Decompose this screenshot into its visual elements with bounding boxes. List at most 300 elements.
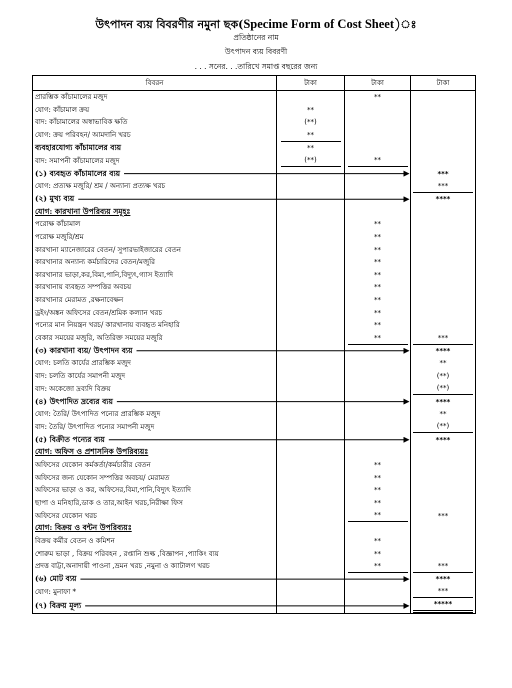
table-row bbox=[33, 522, 476, 535]
row-label-text: যোগ: ক্রয় পরিবহন/ আমদানি খরচ bbox=[35, 131, 131, 140]
amount-cell-3 bbox=[411, 560, 476, 573]
row-label-text: বাদ: কাঁচামালের অস্বাভাবিক ক্ষতি bbox=[35, 118, 128, 127]
amount-cell-1 bbox=[277, 231, 345, 244]
table-row bbox=[33, 269, 476, 282]
amount-cell-2 bbox=[345, 535, 411, 548]
row-label-text: যোগ: কারখানা উপরিব্যয় সমূহঃ bbox=[35, 206, 131, 216]
row-label bbox=[33, 370, 277, 383]
row-label bbox=[33, 154, 277, 167]
row-label-text: বাদ: চলতি কার্যের সমাপনী মজুদ bbox=[35, 371, 126, 380]
amount-cell-3 bbox=[411, 154, 476, 167]
amount-value: (**) bbox=[413, 421, 473, 433]
row-label bbox=[33, 522, 277, 535]
row-label-text: বেকার সময়ের মজুরি, অতিরিক্ত সময়ের মজুরি bbox=[35, 334, 163, 342]
row-label-text: বিক্রয় কর্মীর বেতন ও কমিশন bbox=[35, 536, 115, 545]
amount-cell-3 bbox=[411, 231, 476, 244]
amount-cell-2 bbox=[345, 332, 411, 345]
table-row bbox=[33, 116, 476, 129]
amount-cell-2 bbox=[345, 395, 411, 408]
table-row bbox=[33, 104, 476, 117]
amount-value: (**) bbox=[436, 371, 450, 380]
amount-cell-2 bbox=[345, 446, 411, 459]
row-label bbox=[33, 446, 277, 459]
amount-cell-3 bbox=[411, 535, 476, 548]
table-row bbox=[33, 91, 476, 104]
amount-cell-3 bbox=[411, 319, 476, 332]
row-label bbox=[33, 104, 277, 117]
row-label bbox=[33, 433, 277, 446]
table-row bbox=[33, 129, 476, 142]
amount-cell-2 bbox=[345, 522, 411, 535]
row-label-text: বাদ: অকেজো দ্রব্যদি বিক্রয় bbox=[35, 384, 111, 393]
row-label bbox=[33, 116, 277, 129]
amount-cell-2 bbox=[345, 560, 411, 573]
amount-value: ** bbox=[374, 549, 381, 558]
amount-value: ** bbox=[348, 155, 408, 167]
table-row bbox=[33, 193, 476, 206]
amount-cell-1 bbox=[277, 433, 345, 446]
row-label-text: কারখানার ভাড়া,কর,বিমা,পানি,বিদ্যুৎ,গ্যাস ইত্যাদি bbox=[35, 270, 174, 279]
table-row bbox=[33, 319, 476, 332]
row-label-text: ড্রইং/অঙ্কন অফিসের বেতন/শ্রমিক কল্যান খরচ bbox=[35, 308, 163, 317]
amount-cell-1 bbox=[277, 395, 345, 408]
amount-cell-1 bbox=[277, 471, 345, 484]
row-label bbox=[33, 306, 277, 319]
amount-cell-2 bbox=[345, 256, 411, 269]
amount-cell-3 bbox=[411, 294, 476, 307]
column-header-taka-2: টাকা bbox=[345, 76, 411, 91]
table-row bbox=[33, 180, 476, 193]
table-row bbox=[33, 370, 476, 383]
amount-cell-1 bbox=[277, 218, 345, 231]
amount-cell-1 bbox=[277, 573, 345, 586]
table-row bbox=[33, 484, 476, 497]
amount-cell-3 bbox=[411, 459, 476, 472]
table-row bbox=[33, 585, 476, 598]
amount-value: **** bbox=[435, 575, 451, 584]
amount-value: ** bbox=[348, 561, 408, 573]
amount-value: ** bbox=[374, 245, 381, 254]
row-label-text: কারখানার অন্যান্য কর্মচারিদের বেতন/মজুরি bbox=[35, 258, 155, 267]
amount-cell-2 bbox=[345, 573, 411, 586]
amount-cell-3 bbox=[411, 218, 476, 231]
amount-value: *** bbox=[413, 181, 473, 193]
amount-value: (**) bbox=[413, 383, 473, 395]
amount-cell-1 bbox=[277, 509, 345, 522]
title-bn: উৎপাদন ব্যয় বিবরণীর নমুনা ছক( bbox=[95, 18, 244, 31]
row-label bbox=[33, 243, 277, 256]
amount-cell-2 bbox=[345, 471, 411, 484]
amount-cell-2 bbox=[345, 433, 411, 446]
amount-cell-1 bbox=[277, 91, 345, 104]
row-label-text: যোগ: চলতি কার্যের প্রারম্ভিক মজুদ bbox=[35, 359, 131, 368]
amount-value: ** bbox=[374, 258, 381, 267]
row-label bbox=[33, 129, 277, 142]
row-label-text: কারখানার মেরামত ,রক্ষনাবেক্ষন bbox=[35, 296, 124, 305]
amount-cell-3 bbox=[411, 585, 476, 598]
row-label bbox=[33, 547, 277, 560]
amount-value: ** bbox=[374, 536, 381, 545]
table-row bbox=[33, 231, 476, 244]
amount-cell-3 bbox=[411, 484, 476, 497]
table-row bbox=[33, 471, 476, 484]
amount-cell-3 bbox=[411, 243, 476, 256]
amount-value: ** bbox=[374, 498, 381, 507]
amount-value: ** bbox=[374, 460, 381, 469]
amount-cell-1 bbox=[277, 243, 345, 256]
amount-value: **** bbox=[435, 435, 451, 444]
amount-cell-3 bbox=[411, 382, 476, 395]
amount-cell-3 bbox=[411, 180, 476, 193]
amount-cell-2 bbox=[345, 281, 411, 294]
amount-cell-2 bbox=[345, 142, 411, 155]
amount-value: *** bbox=[413, 586, 473, 598]
amount-cell-3 bbox=[411, 306, 476, 319]
amount-cell-1 bbox=[277, 535, 345, 548]
amount-cell-1 bbox=[277, 206, 345, 219]
row-label-text: (৪) উৎপাদিত দ্রব্যের ব্যয় bbox=[35, 396, 113, 406]
amount-cell-1 bbox=[277, 585, 345, 598]
row-label bbox=[33, 496, 277, 509]
row-label bbox=[33, 256, 277, 269]
amount-cell-1 bbox=[277, 370, 345, 383]
amount-cell-1 bbox=[277, 180, 345, 193]
amount-cell-1 bbox=[277, 167, 345, 180]
amount-value: *** bbox=[437, 169, 449, 178]
amount-cell-2 bbox=[345, 193, 411, 206]
row-label bbox=[33, 345, 277, 358]
table-header-row bbox=[33, 76, 476, 91]
table-row bbox=[33, 243, 476, 256]
amount-cell-2 bbox=[345, 509, 411, 522]
amount-cell-1 bbox=[277, 193, 345, 206]
row-label bbox=[33, 598, 277, 614]
amount-value: ** bbox=[307, 144, 314, 153]
amount-cell-1 bbox=[277, 522, 345, 535]
table-row bbox=[33, 395, 476, 408]
row-label bbox=[33, 193, 277, 206]
amount-cell-3 bbox=[411, 370, 476, 383]
row-label bbox=[33, 395, 277, 408]
table-row bbox=[33, 496, 476, 509]
amount-cell-1 bbox=[277, 142, 345, 155]
table-row bbox=[33, 535, 476, 548]
amount-cell-1 bbox=[277, 269, 345, 282]
amount-cell-2 bbox=[345, 547, 411, 560]
row-label-text: অফিসের যেকোন খরচ bbox=[35, 511, 97, 520]
table-row bbox=[33, 332, 476, 345]
row-label bbox=[33, 459, 277, 472]
row-label-text: বাদ: তৈরি/ উৎপাদিত পন্যের সমাপনী মজুদ bbox=[35, 422, 155, 431]
amount-cell-3 bbox=[411, 116, 476, 129]
amount-cell-3 bbox=[411, 446, 476, 459]
amount-cell-1 bbox=[277, 459, 345, 472]
row-label bbox=[33, 560, 277, 573]
row-label-text: (৬) মোট ব্যয় bbox=[35, 574, 77, 584]
column-header-particulars: বিবরন bbox=[33, 76, 277, 91]
table-row bbox=[33, 154, 476, 167]
row-label bbox=[33, 332, 277, 345]
amount-cell-3 bbox=[411, 142, 476, 155]
row-label-text: অফিসের জন্য যেকোন সম্পত্তির অবচয়/ মেরামত bbox=[35, 473, 170, 482]
amount-cell-3 bbox=[411, 281, 476, 294]
amount-cell-2 bbox=[345, 91, 411, 104]
table-row bbox=[33, 560, 476, 573]
amount-value: ** bbox=[374, 283, 381, 292]
row-label bbox=[33, 471, 277, 484]
row-label bbox=[33, 91, 277, 104]
amount-value: *** bbox=[437, 511, 449, 520]
table-row bbox=[33, 509, 476, 522]
amount-cell-1 bbox=[277, 560, 345, 573]
table-row bbox=[33, 573, 476, 586]
amount-cell-3 bbox=[411, 496, 476, 509]
amount-cell-3 bbox=[411, 129, 476, 142]
row-label-text: যোগ: কাঁচামাল ক্রয় bbox=[35, 105, 90, 114]
row-label-text: পরোক্ষ মজুরি/শ্রম bbox=[35, 233, 84, 242]
table-row bbox=[33, 345, 476, 358]
table-body bbox=[33, 91, 476, 614]
amount-cell-1 bbox=[277, 382, 345, 395]
row-label bbox=[33, 535, 277, 548]
amount-value: ** bbox=[307, 105, 314, 114]
amount-cell-3 bbox=[411, 345, 476, 358]
amount-cell-1 bbox=[277, 357, 345, 370]
row-label bbox=[33, 218, 277, 231]
amount-cell-2 bbox=[345, 408, 411, 421]
table-row bbox=[33, 408, 476, 421]
table-row bbox=[33, 433, 476, 446]
row-label-text: (৩) কারখানা ব্যয়/ উৎপাদন ব্যয় bbox=[35, 345, 133, 355]
row-label-text: কারখানায় ব্যবহৃত সম্পত্তির অবচয় bbox=[35, 283, 132, 292]
amount-value: **** bbox=[435, 346, 451, 355]
table-row bbox=[33, 306, 476, 319]
row-label-text: প্রদত্ত বাট্টা,অনাদায়ী পাওনা ,ভ্রমন খরচ ,নমুনা ও ক্যাটালগ খরচ bbox=[35, 562, 210, 571]
amount-cell-3 bbox=[411, 193, 476, 206]
row-label-text: (২) মুখ্য ব্যয় bbox=[35, 194, 75, 204]
row-label bbox=[33, 357, 277, 370]
amount-cell-3 bbox=[411, 332, 476, 345]
amount-cell-1 bbox=[277, 598, 345, 614]
amount-cell-3 bbox=[411, 395, 476, 408]
row-label bbox=[33, 319, 277, 332]
row-label bbox=[33, 281, 277, 294]
row-label bbox=[33, 167, 277, 180]
table-row bbox=[33, 294, 476, 307]
row-label-text: যোগ: তৈরি/ উৎপাদিত পন্যের প্রারম্ভিক মজুদ bbox=[35, 410, 161, 419]
period-line: . . . সনের. . .তারিখে সমাপ্ত বছরের জন্য bbox=[194, 62, 318, 71]
row-label-text: শোরুম ভাড়া , বিক্রয় পরিবহন , রপ্তানি শুল্ক ,বিজ্ঞাপন ,প্যাকিং ব্যয় bbox=[35, 549, 219, 558]
row-label bbox=[33, 573, 277, 586]
row-label-text: পন্যের মান নিয়ন্ত্রন খরচ/ কারখানায় ব্যবহৃত মনিহারি bbox=[35, 321, 180, 330]
row-label-text: কারখানা ম্যানেজারের বেতন/ সুপারভাইজারের বেতন bbox=[35, 245, 181, 254]
row-label-text: (৫) বিক্রীত পন্যের ব্যয় bbox=[35, 434, 105, 444]
table-row bbox=[33, 167, 476, 180]
amount-value: *** bbox=[413, 561, 473, 573]
row-label bbox=[33, 269, 277, 282]
amount-cell-3 bbox=[411, 167, 476, 180]
amount-cell-1 bbox=[277, 306, 345, 319]
amount-cell-2 bbox=[345, 294, 411, 307]
table-row bbox=[33, 142, 476, 155]
row-label-text: (৭) বিক্রয় মূল্য bbox=[35, 600, 82, 610]
row-label bbox=[33, 294, 277, 307]
row-label bbox=[33, 420, 277, 433]
amount-cell-2 bbox=[345, 585, 411, 598]
company-name-line: প্রতিষ্ঠানের নাম bbox=[233, 33, 279, 42]
amount-value: (**) bbox=[304, 118, 317, 127]
row-label-text: প্রারম্ভিক কাঁচামালের মজুদ bbox=[35, 93, 108, 102]
amount-value: ** bbox=[374, 93, 381, 102]
amount-cell-3 bbox=[411, 547, 476, 560]
amount-cell-3 bbox=[411, 509, 476, 522]
amount-value: ** bbox=[374, 296, 381, 305]
amount-cell-1 bbox=[277, 256, 345, 269]
amount-cell-3 bbox=[411, 206, 476, 219]
amount-cell-1 bbox=[277, 547, 345, 560]
row-label bbox=[33, 509, 277, 522]
amount-cell-2 bbox=[345, 370, 411, 383]
title-en: Specime Form of Cost Sheet bbox=[243, 17, 395, 31]
column-header-taka-1: টাকা bbox=[277, 76, 345, 91]
amount-cell-3 bbox=[411, 269, 476, 282]
amount-cell-2 bbox=[345, 598, 411, 614]
amount-value: ** bbox=[374, 270, 381, 279]
row-label-text: পরোক্ষ কাঁচামাল bbox=[35, 220, 81, 229]
amount-cell-1 bbox=[277, 408, 345, 421]
amount-cell-2 bbox=[345, 129, 411, 142]
amount-value: ** bbox=[374, 473, 381, 482]
table-row bbox=[33, 446, 476, 459]
amount-cell-3 bbox=[411, 408, 476, 421]
amount-cell-1 bbox=[277, 104, 345, 117]
amount-cell-1 bbox=[277, 281, 345, 294]
statement-name-line: উৎপাদন ব্যয় বিবরণী bbox=[224, 47, 288, 56]
table-row bbox=[33, 598, 476, 614]
table-row bbox=[33, 256, 476, 269]
amount-cell-3 bbox=[411, 104, 476, 117]
amount-value: (**) bbox=[281, 155, 341, 167]
amount-cell-1 bbox=[277, 496, 345, 509]
table-row bbox=[33, 547, 476, 560]
amount-cell-1 bbox=[277, 332, 345, 345]
amount-value: ***** bbox=[413, 599, 473, 613]
row-label bbox=[33, 585, 277, 598]
amount-cell-2 bbox=[345, 484, 411, 497]
table-row bbox=[33, 218, 476, 231]
table-row bbox=[33, 459, 476, 472]
row-label-text: অফিসের যেকোন কর্মকর্তা/কর্মচারীর বেতন bbox=[35, 460, 151, 469]
row-label-text: যোগ: অফিস ও প্রশাসনিক উপরিব্যয়ঃ bbox=[35, 447, 149, 457]
amount-cell-3 bbox=[411, 598, 476, 614]
amount-cell-3 bbox=[411, 256, 476, 269]
amount-value: ** bbox=[439, 410, 447, 419]
amount-cell-2 bbox=[345, 306, 411, 319]
amount-cell-2 bbox=[345, 269, 411, 282]
amount-value: ** bbox=[439, 359, 447, 368]
amount-value: ** bbox=[374, 308, 381, 317]
amount-cell-3 bbox=[411, 420, 476, 433]
amount-cell-2 bbox=[345, 459, 411, 472]
amount-cell-2 bbox=[345, 167, 411, 180]
amount-cell-1 bbox=[277, 420, 345, 433]
amount-value: ** bbox=[374, 321, 381, 330]
amount-cell-1 bbox=[277, 129, 345, 142]
amount-cell-2 bbox=[345, 154, 411, 167]
row-label bbox=[33, 206, 277, 219]
row-label bbox=[33, 180, 277, 193]
table-row bbox=[33, 281, 476, 294]
amount-cell-1 bbox=[277, 446, 345, 459]
table-row bbox=[33, 382, 476, 395]
amount-cell-2 bbox=[345, 231, 411, 244]
row-label-text: অফিসের ভাড়া ও কর, অফিসের,বিমা,পানি,বিদ্যুৎ ইত্যাদি bbox=[35, 486, 191, 495]
amount-cell-2 bbox=[345, 382, 411, 395]
row-label-text: যোগ: বিক্রয় ও বন্টন উপরিব্যয়ঃ bbox=[35, 523, 132, 533]
amount-value: *** bbox=[413, 333, 473, 345]
row-label bbox=[33, 408, 277, 421]
row-label-text: যোগ: মুনাফা * bbox=[35, 587, 77, 596]
amount-cell-2 bbox=[345, 218, 411, 231]
row-label bbox=[33, 382, 277, 395]
column-header-taka-3: টাকা bbox=[411, 76, 476, 91]
amount-value: ** bbox=[374, 220, 381, 229]
table-row bbox=[33, 357, 476, 370]
amount-cell-2 bbox=[345, 116, 411, 129]
row-label bbox=[33, 484, 277, 497]
amount-cell-3 bbox=[411, 91, 476, 104]
amount-value: ** bbox=[374, 486, 381, 495]
amount-cell-2 bbox=[345, 180, 411, 193]
amount-cell-2 bbox=[345, 104, 411, 117]
amount-cell-2 bbox=[345, 420, 411, 433]
amount-cell-2 bbox=[345, 243, 411, 256]
amount-value: ** bbox=[348, 333, 408, 345]
amount-cell-3 bbox=[411, 433, 476, 446]
row-label-text: ব্যবহারযোগ্য কাঁচামালের ব্যয় bbox=[35, 143, 122, 153]
table-row bbox=[33, 420, 476, 433]
amount-cell-1 bbox=[277, 116, 345, 129]
amount-cell-3 bbox=[411, 357, 476, 370]
amount-cell-2 bbox=[345, 345, 411, 358]
amount-cell-1 bbox=[277, 484, 345, 497]
row-label bbox=[33, 142, 277, 155]
row-label bbox=[33, 231, 277, 244]
amount-cell-1 bbox=[277, 294, 345, 307]
cost-sheet-table bbox=[32, 75, 476, 614]
title-tail: )ঃ bbox=[394, 18, 417, 31]
amount-cell-2 bbox=[345, 319, 411, 332]
amount-value: **** bbox=[435, 195, 451, 204]
amount-value: ** bbox=[348, 510, 408, 522]
amount-cell-1 bbox=[277, 154, 345, 167]
amount-cell-3 bbox=[411, 522, 476, 535]
amount-cell-2 bbox=[345, 496, 411, 509]
amount-value: ** bbox=[281, 130, 341, 142]
amount-value: ** bbox=[374, 233, 381, 242]
amount-value: **** bbox=[435, 397, 451, 406]
table-row bbox=[33, 206, 476, 219]
amount-cell-2 bbox=[345, 206, 411, 219]
row-label-text: যোগ: প্রত্যক্ষ মজুরি/ শ্রম / অন্যান্য প্রত্যক্ষ খরচ bbox=[35, 182, 166, 191]
amount-cell-2 bbox=[345, 357, 411, 370]
row-label-text: (১) ব্যবহৃত কাঁচামালের ব্যয় bbox=[35, 168, 121, 178]
row-label-text: ছাপা ও মনিহারি,ডাক ও তার,আইন খরচ,নিরীক্ষা ফিস bbox=[35, 498, 183, 507]
row-label-text: বাদ: সমাপনী কাঁচামালের মজুদ bbox=[35, 156, 120, 165]
amount-cell-3 bbox=[411, 573, 476, 586]
amount-cell-1 bbox=[277, 319, 345, 332]
amount-cell-3 bbox=[411, 471, 476, 484]
